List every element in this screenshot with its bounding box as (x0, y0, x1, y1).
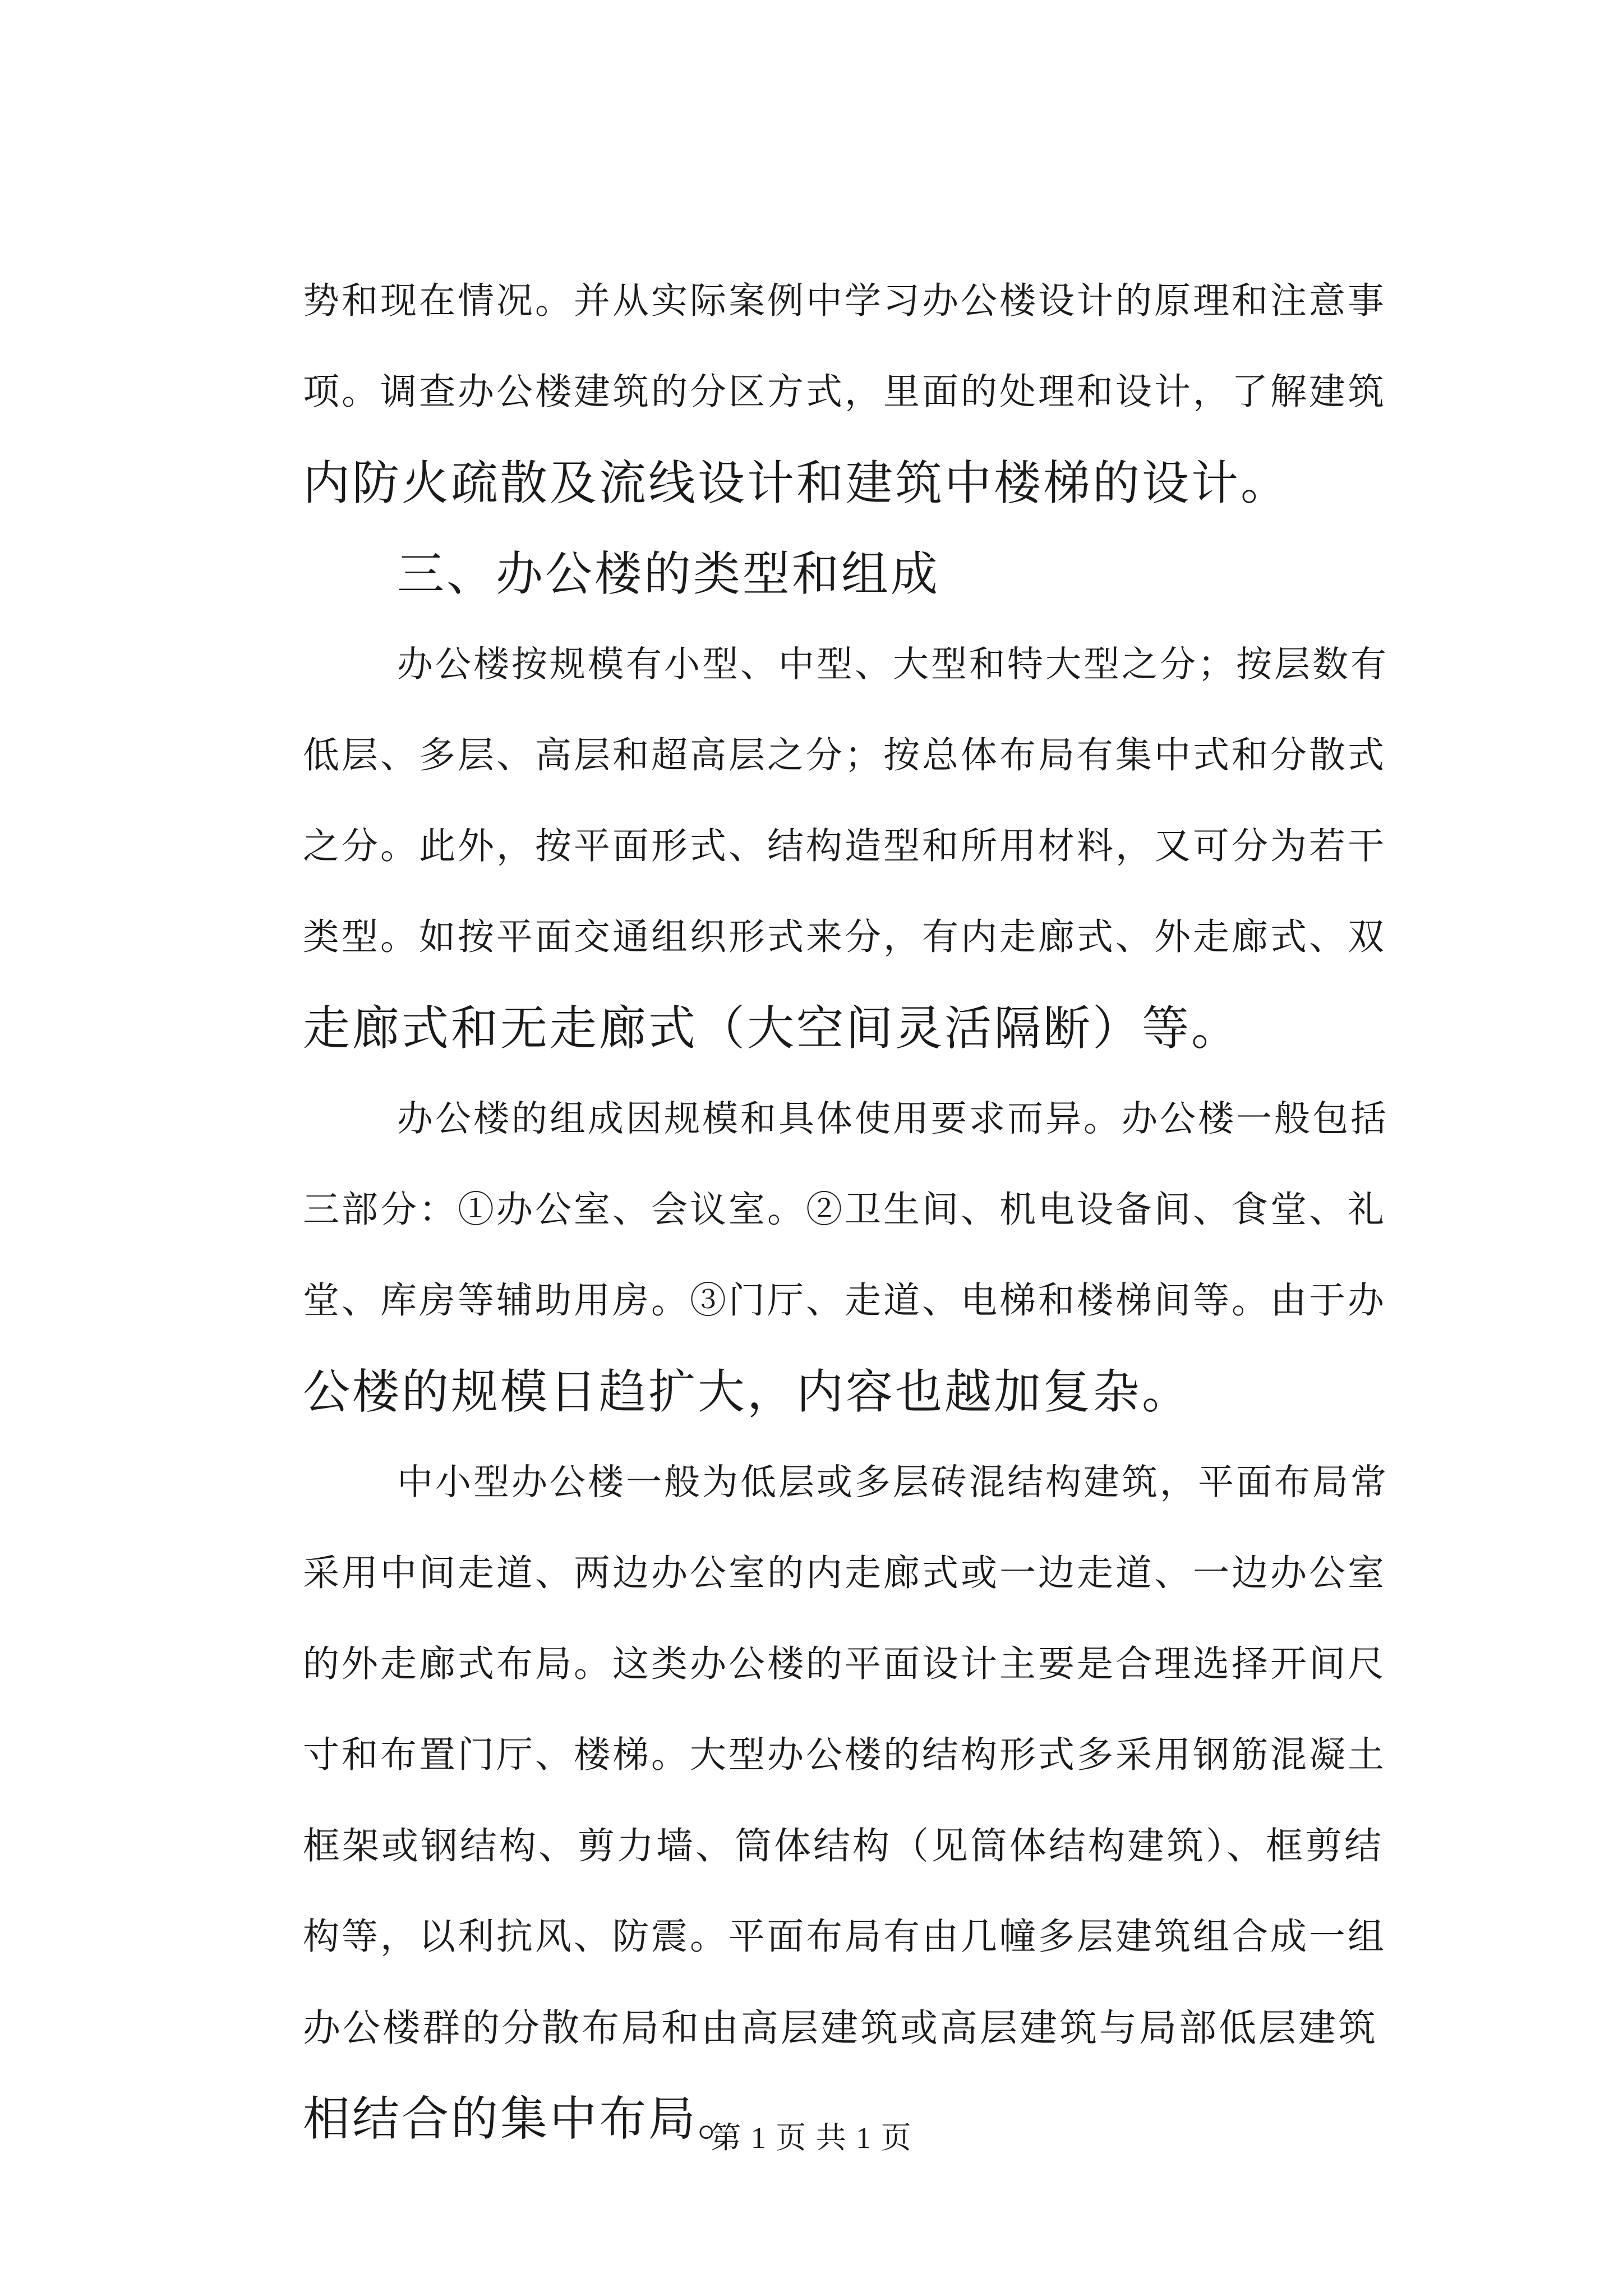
page-footer: 第 1 页 共 1 页 (711, 2121, 912, 2155)
text-line: 之分。此外，按平面形式、结构造型和所用材料，又可分为若干 (303, 825, 1387, 867)
text-line: 公楼的规模日趋扩大，内容也越加复杂。 (303, 1364, 1192, 1419)
text-line: 框架或钢结构、剪力墙、筒体结构（见筒体结构建筑）、框剪结 (303, 1824, 1384, 1867)
text-line: 中小型办公楼一般为低层或多层砖混结构建筑，平面布局常 (397, 1462, 1389, 1503)
text-line: 采用中间走道、两边办公室的内走廊式或一边走道、一边办公室 (303, 1552, 1387, 1594)
text-line: 办公楼按规模有小型、中型、大型和特大型之分；按层数有 (397, 644, 1389, 685)
text-line: 三部分：①办公室、会议室。②卫生间、机电设备间、食堂、礼 (303, 1189, 1387, 1231)
text-line: 内防火疏散及流线设计和建筑中楼梯的设计。 (303, 455, 1290, 510)
text-line: 走廊式和无走廊式（大空间灵活隔断）等。 (303, 1001, 1241, 1056)
text-line: 相结合的集中布局。 (303, 2091, 748, 2146)
text-line: 的外走廊式布局。这类办公楼的平面设计主要是合理选择开间尺 (303, 1643, 1387, 1685)
text-line: 堂、库房等辅助用房。③门厅、走道、电梯和楼梯间等。由于办 (303, 1280, 1387, 1322)
body-text (303, 256, 1391, 2164)
text-line: 办公楼群的分散布局和由高层建筑或高层建筑与局部低层建筑 (303, 2006, 1378, 2050)
text-line: 势和现在情况。并从实际案例中学习办公楼设计的原理和注意事 (303, 280, 1387, 322)
text-line: 办公楼的组成因规模和具体使用要求而异。办公楼一般包括 (397, 1098, 1389, 1140)
text-line: 构等，以利抗风、防震。平面布局有由几幢多层建筑组合成一组 (303, 1916, 1387, 1958)
section-heading: 三、办公楼的类型和组成 (397, 546, 940, 601)
text-line: 寸和布置门厅、楼梯。大型办公楼的结构形式多采用钢筋混凝土 (303, 1734, 1387, 1776)
text-line: 类型。如按平面交通组织形式来分，有内走廊式、外走廊式、双 (303, 916, 1387, 958)
text-line: 项。调查办公楼建筑的分区方式，里面的处理和设计，了解建筑 (303, 371, 1387, 413)
text-line: 低层、多层、高层和超高层之分；按总体布局有集中式和分散式 (303, 734, 1387, 776)
